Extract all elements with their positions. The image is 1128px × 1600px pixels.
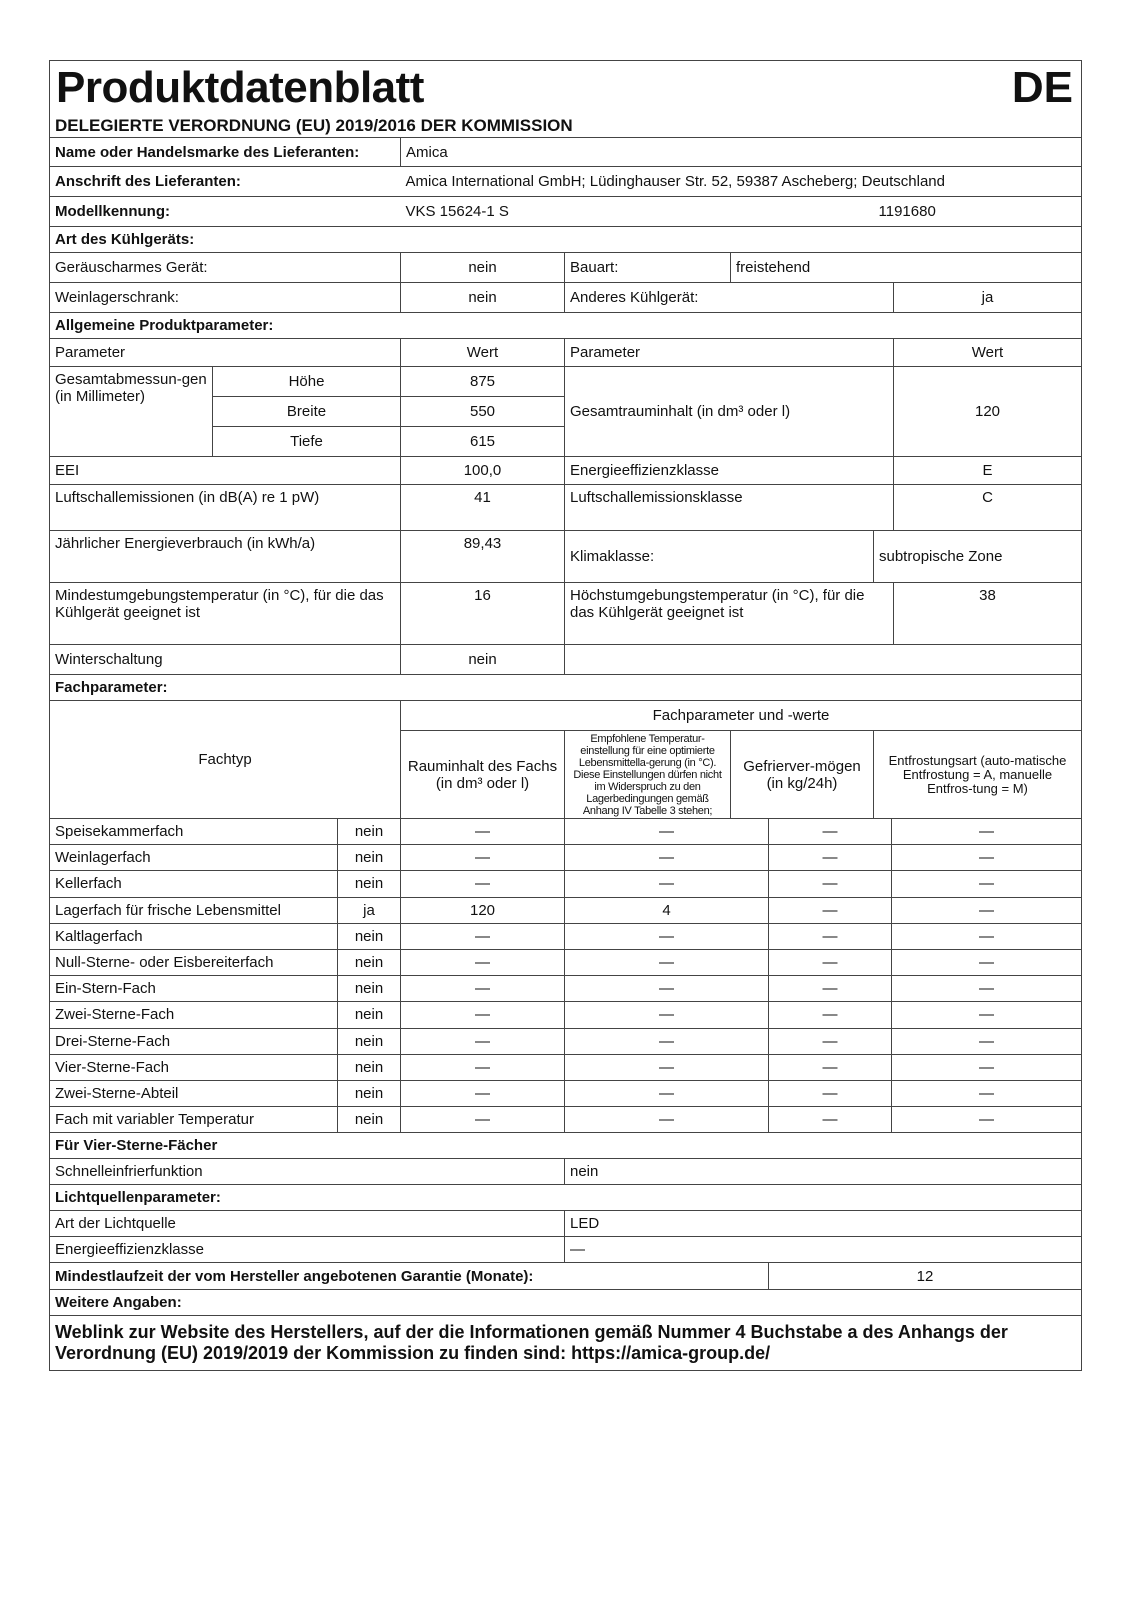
data-table xyxy=(49,60,1082,819)
energy-class-label: Energieeffizienzklasse xyxy=(565,457,894,485)
climate-class-value: subtropische Zone xyxy=(874,531,1082,583)
compartment-freeze: — xyxy=(769,1028,892,1054)
other-appliance-value: ja xyxy=(894,283,1082,313)
max-temp-value: 38 xyxy=(894,583,1082,645)
winter-mode-label: Winterschaltung xyxy=(50,645,401,675)
title-cell xyxy=(50,61,1082,116)
light-type-label: Art der Lichtquelle xyxy=(50,1211,565,1237)
compartment-present: nein xyxy=(338,976,401,1002)
compartment-name: Zwei-Sterne-Abteil xyxy=(50,1080,338,1106)
language-code: DE xyxy=(1011,63,1073,112)
compartment-freeze: — xyxy=(769,1080,892,1106)
supplier-address-value: Amica International GmbH; Lüdinghauser Str. 52, 59387 Ascheberg; Deutschland xyxy=(401,167,1082,197)
compartment-temp-header: Empfohlene Temperatur-einstellung für eine optimierte Lebensmittella-gerung (in °C). Diese Einstellungen dürfen nicht im Widerspruch zu den Lagerbedingungen gemäß Anhang IV Tabelle 3 stehen; xyxy=(565,731,731,819)
light-source-heading: Lichtquellenparameter: xyxy=(50,1185,1082,1211)
compartment-defrost: — xyxy=(892,976,1082,1002)
compartment-present: nein xyxy=(338,1054,401,1080)
compartment-name: Kellerfach xyxy=(50,871,338,897)
compartment-row xyxy=(50,1002,1082,1028)
compartment-name: Zwei-Sterne-Fach xyxy=(50,1002,338,1028)
compartment-freeze: — xyxy=(769,949,892,975)
compartment-row xyxy=(50,845,1082,871)
compartment-temp: — xyxy=(565,1107,769,1133)
compartment-row xyxy=(50,1080,1082,1106)
appliance-type-heading: Art des Kühlgeräts: xyxy=(50,227,1082,253)
further-info-heading: Weitere Angaben: xyxy=(50,1290,1082,1316)
depth-label: Tiefe xyxy=(213,427,401,457)
compartment-volume: — xyxy=(401,819,565,845)
general-params-heading: Allgemeine Produktparameter: xyxy=(50,313,1082,339)
max-temp-label: Höchstumgebungstemperatur (in °C), für die das Kühlgerät geeignet ist xyxy=(565,583,894,645)
compartment-defrost: — xyxy=(892,923,1082,949)
compartment-volume: — xyxy=(401,1080,565,1106)
annual-energy-value: 89,43 xyxy=(401,531,565,583)
compartment-defrost: — xyxy=(892,845,1082,871)
compartment-present: nein xyxy=(338,819,401,845)
compartment-name: Weinlagerfach xyxy=(50,845,338,871)
compartment-temp: — xyxy=(565,1080,769,1106)
model-label: Modellkennung: xyxy=(50,197,401,227)
compartment-defrost: — xyxy=(892,1107,1082,1133)
compartment-name: Vier-Sterne-Fach xyxy=(50,1054,338,1080)
wine-cabinet-value: nein xyxy=(401,283,565,313)
compartment-temp: 4 xyxy=(565,897,769,923)
compartment-group-header: Fachparameter und -werte xyxy=(401,701,1082,731)
compartment-volume: — xyxy=(401,923,565,949)
compartment-freeze: — xyxy=(769,976,892,1002)
param-header-right: Parameter xyxy=(565,339,894,367)
compartment-defrost: — xyxy=(892,1028,1082,1054)
warranty-value: 12 xyxy=(769,1263,1082,1290)
compartment-temp: — xyxy=(565,1002,769,1028)
compartment-freeze: — xyxy=(769,1002,892,1028)
compartment-freeze: — xyxy=(769,897,892,923)
supplier-name-label: Name oder Handelsmarke des Lieferanten: xyxy=(50,138,401,167)
compartment-volume: — xyxy=(401,949,565,975)
compartment-temp: — xyxy=(565,819,769,845)
winter-mode-value: nein xyxy=(401,645,565,675)
value-header-right: Wert xyxy=(894,339,1082,367)
compartment-present: nein xyxy=(338,845,401,871)
compartment-volume: — xyxy=(401,1028,565,1054)
compartment-volume: — xyxy=(401,1107,565,1133)
height-value: 875 xyxy=(401,367,565,397)
noise-emission-value: 41 xyxy=(401,485,565,531)
compartment-temp: — xyxy=(565,923,769,949)
compartment-temp: — xyxy=(565,949,769,975)
compartment-defrost: — xyxy=(892,949,1082,975)
compartment-volume: — xyxy=(401,976,565,1002)
annual-energy-label: Jährlicher Energieverbrauch (in kWh/a) xyxy=(50,531,401,583)
compartment-row xyxy=(50,897,1082,923)
noise-emission-label: Luftschallemissionen (in dB(A) re 1 pW) xyxy=(50,485,401,531)
dimensions-label: Gesamtabmessun-gen (in Millimeter) xyxy=(50,367,213,457)
value-header-left: Wert xyxy=(401,339,565,367)
compartment-params-heading: Fachparameter: xyxy=(50,675,1082,701)
compartment-defrost: — xyxy=(892,1080,1082,1106)
compartment-row xyxy=(50,819,1082,845)
compartment-name: Null-Sterne- oder Eisbereiterfach xyxy=(50,949,338,975)
low-noise-value: nein xyxy=(401,253,565,283)
compartment-present: nein xyxy=(338,871,401,897)
compartment-freeze: — xyxy=(769,1107,892,1133)
compartment-name: Speisekammerfach xyxy=(50,819,338,845)
param-header-left: Parameter xyxy=(50,339,401,367)
compartment-name: Ein-Stern-Fach xyxy=(50,976,338,1002)
compartment-type-header: Fachtyp xyxy=(50,701,401,819)
supplier-address-label: Anschrift des Lieferanten: xyxy=(50,167,401,197)
compartment-row xyxy=(50,871,1082,897)
compartment-row xyxy=(50,976,1082,1002)
lower-table xyxy=(49,1132,1082,1371)
compartment-volume: 120 xyxy=(401,897,565,923)
empty-cell xyxy=(565,645,1082,675)
model-code: 1191680 xyxy=(874,197,1082,227)
wine-cabinet-label: Weinlagerschrank: xyxy=(50,283,401,313)
compartment-defrost: — xyxy=(892,1054,1082,1080)
noise-class-label: Luftschallemissionsklasse xyxy=(565,485,894,531)
compartment-temp: — xyxy=(565,1054,769,1080)
build-type-label: Bauart: xyxy=(565,253,731,283)
compartment-volume: — xyxy=(401,871,565,897)
compartment-freeze: — xyxy=(769,923,892,949)
compartment-rows-table xyxy=(49,818,1082,1133)
low-noise-label: Geräuscharmes Gerät: xyxy=(50,253,401,283)
compartment-defrost-header: Entfrostungsart (auto-matische Entfrostung = A, manuelle Entfros-tung = M) xyxy=(874,731,1082,819)
energy-class-value: E xyxy=(894,457,1082,485)
compartment-temp: — xyxy=(565,871,769,897)
compartment-defrost: — xyxy=(892,1002,1082,1028)
compartment-volume: — xyxy=(401,845,565,871)
manufacturer-weblink: Weblink zur Website des Herstellers, auf der die Informationen gemäß Nummer 4 Buchstabe a des Anhangs der Verordnung (EU) 2019/2019 der Kommission zu finden sind: https://amica-group.de/ xyxy=(50,1316,1082,1371)
warranty-label: Mindestlaufzeit der vom Hersteller angebotenen Garantie (Monate): xyxy=(50,1263,769,1290)
total-volume-value: 120 xyxy=(894,367,1082,457)
compartment-volume: — xyxy=(401,1002,565,1028)
depth-value: 615 xyxy=(401,427,565,457)
light-class-label: Energieeffizienzklasse xyxy=(50,1237,565,1263)
compartment-defrost: — xyxy=(892,819,1082,845)
compartment-freeze: — xyxy=(769,845,892,871)
compartment-defrost: — xyxy=(892,897,1082,923)
supplier-name-value: Amica xyxy=(401,138,1082,167)
compartment-present: nein xyxy=(338,1002,401,1028)
compartment-name: Drei-Sterne-Fach xyxy=(50,1028,338,1054)
compartment-row xyxy=(50,923,1082,949)
noise-class-value: C xyxy=(894,485,1082,531)
climate-class-label: Klimaklasse: xyxy=(565,531,874,583)
compartment-present: nein xyxy=(338,1028,401,1054)
eei-value: 100,0 xyxy=(401,457,565,485)
compartment-name: Lagerfach für frische Lebensmittel xyxy=(50,897,338,923)
compartment-present: nein xyxy=(338,1107,401,1133)
compartment-temp: — xyxy=(565,845,769,871)
quick-freeze-label: Schnelleinfrierfunktion xyxy=(50,1159,565,1185)
compartment-present: ja xyxy=(338,897,401,923)
min-temp-label: Mindestumgebungstemperatur (in °C), für die das Kühlgerät geeignet ist xyxy=(50,583,401,645)
total-volume-label: Gesamtrauminhalt (in dm³ oder l) xyxy=(565,367,894,457)
width-label: Breite xyxy=(213,397,401,427)
compartment-volume-header: Rauminhalt des Fachs (in dm³ oder l) xyxy=(401,731,565,819)
compartment-freeze-header: Gefrierver-mögen (in kg/24h) xyxy=(731,731,874,819)
compartment-temp: — xyxy=(565,976,769,1002)
light-type-value: LED xyxy=(565,1211,1082,1237)
other-appliance-label: Anderes Kühlgerät: xyxy=(565,283,894,313)
quick-freeze-value: nein xyxy=(565,1159,1082,1185)
four-star-heading: Für Vier-Sterne-Fächer xyxy=(50,1133,1082,1159)
compartment-row xyxy=(50,1054,1082,1080)
compartment-freeze: — xyxy=(769,819,892,845)
height-label: Höhe xyxy=(213,367,401,397)
build-type-value: freistehend xyxy=(731,253,1082,283)
min-temp-value: 16 xyxy=(401,583,565,645)
eei-label: EEI xyxy=(50,457,401,485)
compartment-name: Kaltlagerfach xyxy=(50,923,338,949)
compartment-present: nein xyxy=(338,923,401,949)
compartment-freeze: — xyxy=(769,871,892,897)
light-class-value: — xyxy=(565,1237,1082,1263)
compartment-defrost: — xyxy=(892,871,1082,897)
page-title: Produktdatenblatt xyxy=(56,63,424,112)
product-data-sheet xyxy=(49,60,1081,1371)
compartment-freeze: — xyxy=(769,1054,892,1080)
compartment-row xyxy=(50,949,1082,975)
compartment-row xyxy=(50,1028,1082,1054)
compartment-row xyxy=(50,1107,1082,1133)
compartment-volume: — xyxy=(401,1054,565,1080)
model-value: VKS 15624-1 S xyxy=(401,197,874,227)
compartment-temp: — xyxy=(565,1028,769,1054)
compartment-present: nein xyxy=(338,949,401,975)
width-value: 550 xyxy=(401,397,565,427)
compartment-present: nein xyxy=(338,1080,401,1106)
regulation-subtitle: DELEGIERTE VERORDNUNG (EU) 2019/2016 DER KOMMISSION xyxy=(50,115,1082,138)
compartment-name: Fach mit variabler Temperatur xyxy=(50,1107,338,1133)
